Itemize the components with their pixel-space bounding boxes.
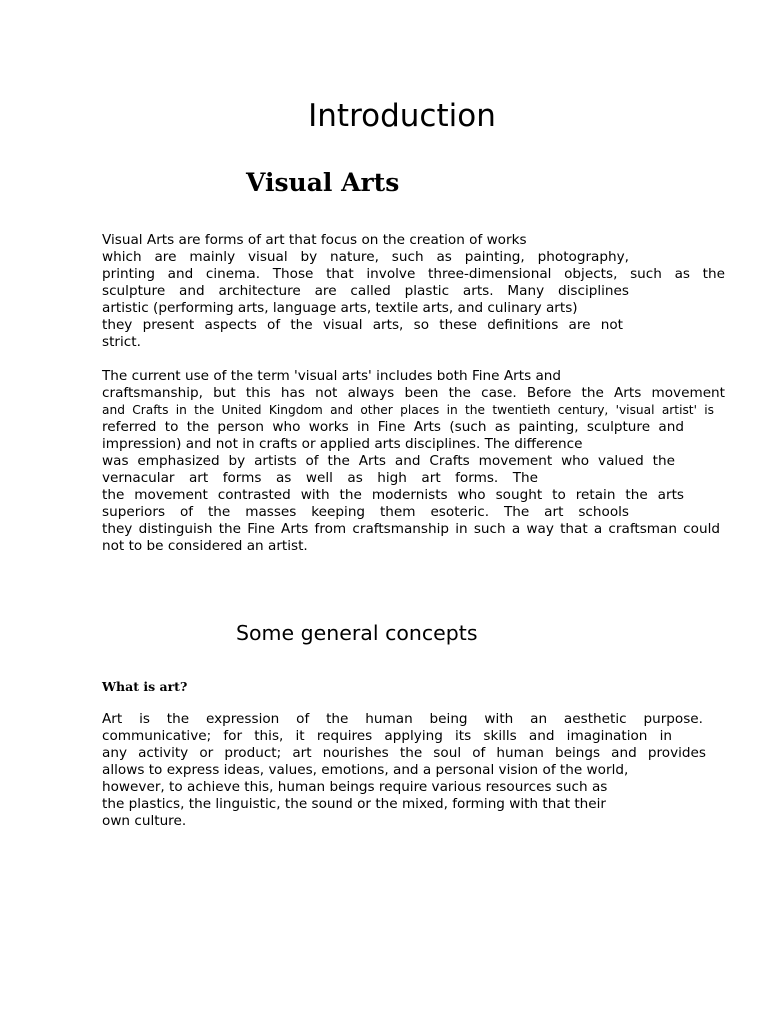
text-line: any activity or product; art nourishes the soul of human beings and provides (102, 745, 706, 761)
page-title: Introduction (308, 98, 496, 134)
text-line: printing and cinema. Those that involve three-dimensional objects, such as the (102, 266, 725, 282)
text-line: artistic (performing arts, language arts, textile arts, and culinary arts) (102, 300, 578, 316)
text-line: vernacular art forms as well as high art forms. The (102, 470, 538, 486)
text-line: sculpture and architecture are called plastic arts. Many disciplines (102, 283, 629, 299)
text-line: own culture. (102, 813, 187, 829)
text-line: the plastics, the linguistic, the sound or the mixed, forming with that their (102, 796, 607, 812)
text-line: Art is the expression of the human being with an aesthetic purpose. (102, 711, 703, 727)
paragraph-what-is-art (102, 711, 725, 830)
paragraph-visual-arts-definition (102, 232, 725, 351)
paragraph-visual-arts-term (102, 368, 725, 555)
text-line: not to be considered an artist. (102, 538, 308, 554)
text-line: craftsmanship, but this has not always been the case. Before the Arts movement (102, 385, 725, 401)
text-line: allows to express ideas, values, emotions, and a personal vision of the world, (102, 762, 629, 778)
text-line: was emphasized by artists of the Arts and Crafts movement who valued the (102, 453, 675, 469)
text-line: strict. (102, 334, 141, 350)
text-line: they present aspects of the visual arts, so these definitions are not (102, 317, 623, 333)
text-line: referred to the person who works in Fine Arts (such as painting, sculpture and (102, 419, 684, 435)
text-line: Visual Arts are forms of art that focus on the creation of works (102, 232, 527, 248)
text-line: which are mainly visual by nature, such as painting, photography, (102, 249, 629, 265)
text-line: the movement contrasted with the modernists who sought to retain the arts (102, 487, 684, 503)
text-line: and Crafts in the United Kingdom and other places in the twentieth century, 'visual artist' is (102, 403, 714, 417)
text-line: communicative; for this, it requires applying its skills and imagination in (102, 728, 672, 744)
text-line: The current use of the term 'visual arts' includes both Fine Arts and (102, 368, 562, 384)
section-title-visual-arts: Visual Arts (246, 168, 400, 197)
text-line: they distinguish the Fine Arts from craftsmanship in such a way that a craftsman could (102, 521, 720, 537)
text-line: superiors of the masses keeping them esoteric. The art schools (102, 504, 629, 520)
text-line: however, to achieve this, human beings require various resources such as (102, 779, 608, 795)
section-title-general-concepts: Some general concepts (236, 621, 478, 645)
subsection-title-what-is-art: What is art? (102, 679, 188, 694)
text-line: impression) and not in crafts or applied arts disciplines. The difference (102, 436, 583, 452)
